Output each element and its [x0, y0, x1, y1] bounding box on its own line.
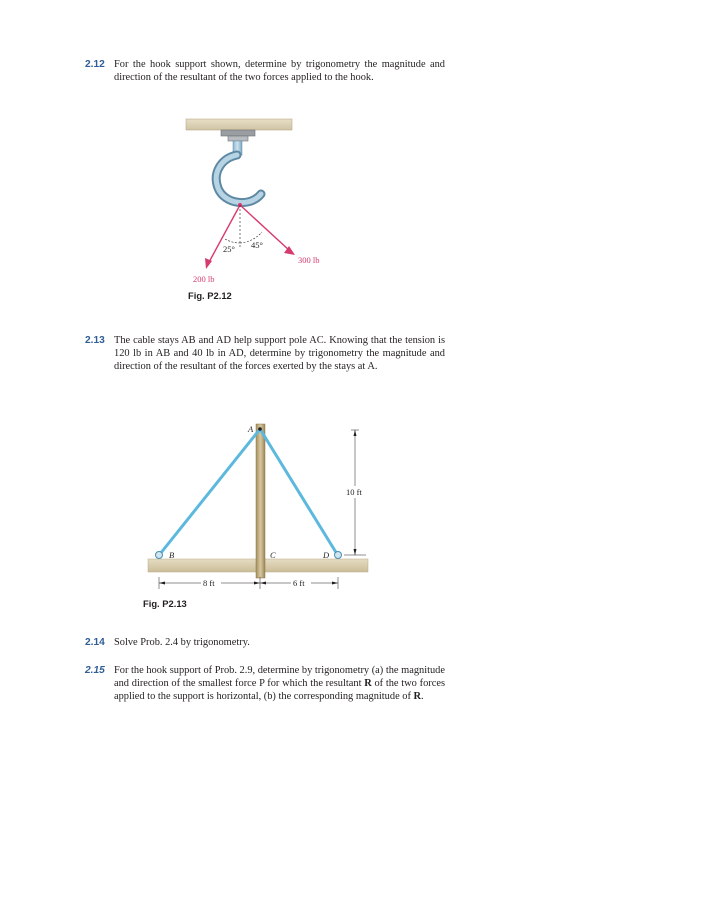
- dim-arrow-B: [159, 582, 165, 585]
- pole-AC: [256, 424, 265, 578]
- problem-2-12: [85, 58, 445, 84]
- dim-height-arrow-bottom: [354, 549, 357, 555]
- vector-R: R: [364, 678, 372, 690]
- mount-block: [228, 136, 248, 141]
- dim-10ft: 10 ft: [346, 487, 362, 497]
- label-B: B: [169, 550, 175, 560]
- problem-number: 2.13: [85, 335, 105, 346]
- dim-6ft: 6 ft: [293, 578, 305, 588]
- force-label-200: 200 lb: [193, 274, 215, 284]
- label-C: C: [270, 550, 276, 560]
- problem-number: 2.14: [85, 637, 105, 648]
- problem-2-14: [85, 636, 445, 649]
- dim-8ft: 8 ft: [203, 578, 215, 588]
- figure-p2-13: [140, 418, 380, 596]
- label-D: D: [323, 550, 330, 560]
- problem-2-13: [85, 334, 445, 374]
- problem-text: The cable stays AB and AD help support pole AC. Knowing that the tension is 120 lb in AB and 40 lb in AD, determine by trigonometry the magnitude and direction of the resultant of the forces exerted by the stays at A.: [114, 335, 445, 373]
- dim-arrow-D: [332, 582, 338, 585]
- anchor-B: [156, 552, 163, 559]
- ceiling: [186, 119, 292, 130]
- mount-plate: [221, 130, 255, 136]
- force-300-line: [240, 205, 290, 251]
- dim-height-arrow-top: [354, 430, 357, 436]
- angle-arc-left: [225, 239, 240, 243]
- point-A: [258, 427, 262, 431]
- problem-text: Solve Prob. 2.4 by trigonometry.: [114, 637, 250, 648]
- dim-arrow-C-left: [254, 582, 260, 585]
- angle-45: 45°: [251, 240, 263, 250]
- force-200-line: [208, 205, 240, 264]
- problem-number: 2.12: [85, 59, 105, 70]
- cable-AD: [260, 429, 337, 554]
- problem-text: For the hook support shown, determine by trigonometry the magnitude and direction of the resultant of the two forces applied to the hook.: [114, 59, 445, 84]
- angle-25: 25°: [223, 244, 235, 254]
- problem-number: 2.15: [85, 665, 105, 676]
- figure-p2-12: [150, 112, 350, 292]
- vector-R-2: R: [413, 691, 422, 703]
- force-label-300: 300 lb: [298, 255, 320, 265]
- problem-text: [114, 664, 445, 704]
- cable-AB: [160, 429, 260, 554]
- dim-arrow-C-right: [260, 582, 266, 585]
- problem-text-part2: of the two forces applied to the support is horizontal, (b) the corresponding magnitude of: [114, 678, 445, 703]
- label-A: A: [248, 424, 254, 434]
- figure-caption-p2-13: Fig. P2.13: [143, 598, 187, 609]
- problem-text-part1: For the hook support of Prob. 2.9, determine by trigonometry (a) the magnitude and direction of the smallest force P for which the resultant: [114, 665, 445, 690]
- problem-text-end: .: [421, 691, 424, 703]
- figure-caption-p2-12: Fig. P2.12: [188, 290, 232, 301]
- anchor-D: [335, 552, 342, 559]
- problem-2-15: [85, 664, 445, 704]
